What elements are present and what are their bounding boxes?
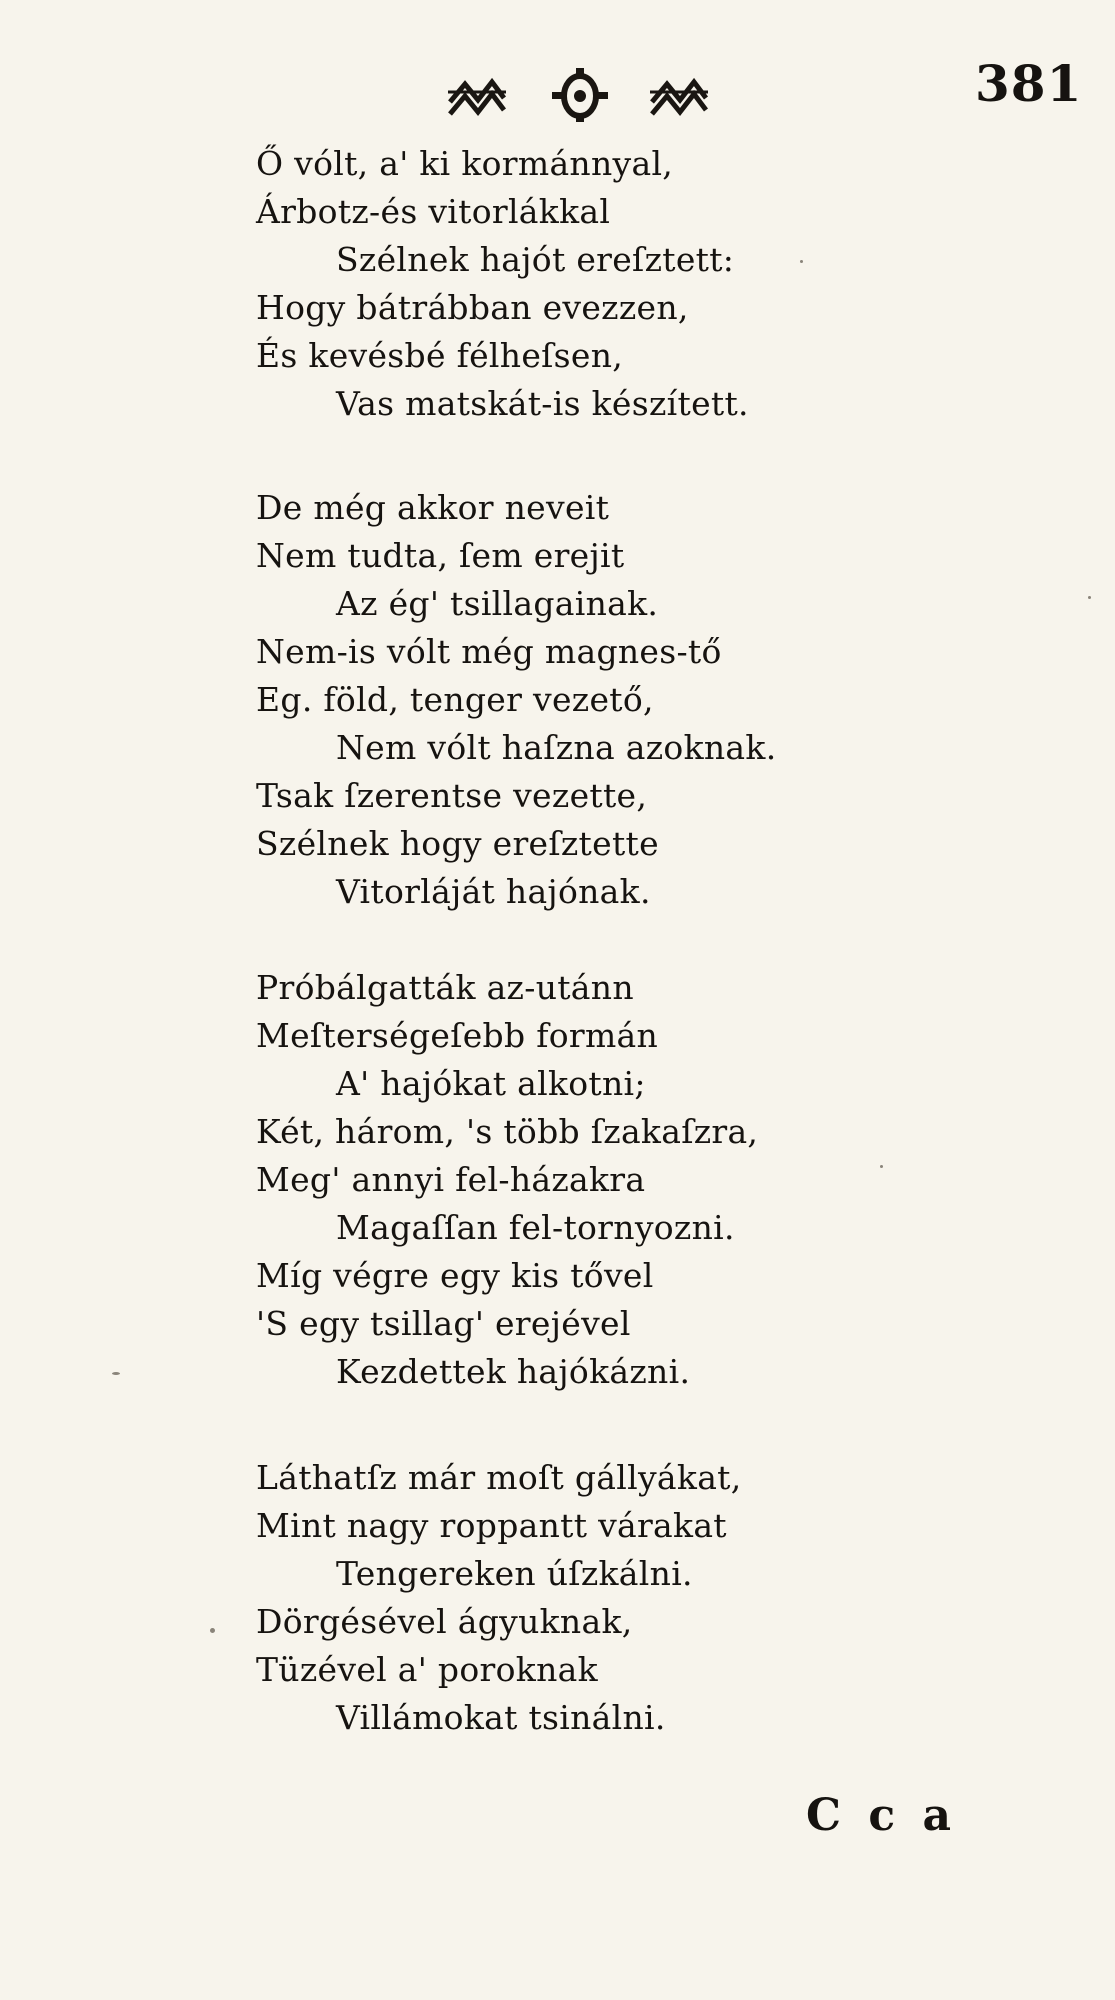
- poem-line: Szélnek hogy ereſztette: [256, 824, 659, 863]
- poem-line: Szélnek hajót ereſztett:: [336, 240, 735, 279]
- poem-line: Dörgésével ágyuknak,: [256, 1602, 633, 1641]
- poem-line: Ő vólt, a' ki kormánnyal,: [256, 144, 674, 183]
- signature-mark: C c a: [806, 1790, 957, 1841]
- poem-line: Tüzével a' poroknak: [256, 1650, 598, 1689]
- paper-speck: [210, 1628, 215, 1633]
- poem-line: Vitorláját hajónak.: [336, 872, 651, 911]
- poem-line: Meg' annyi fel-házakra: [256, 1160, 646, 1199]
- poem-line: Az ég' tsillagainak.: [336, 584, 659, 623]
- poem-line: Hogy bátrábban evezzen,: [256, 288, 689, 327]
- poem-line: Meſterségeſebb formán: [256, 1016, 659, 1055]
- paper-speck: [112, 1372, 120, 1375]
- poem-line: Míg végre egy kis tővel: [256, 1256, 654, 1295]
- poem-line: Tsak ſzerentse vezette,: [256, 776, 648, 815]
- poem-line: Árbotz-és vitorlákkal: [256, 192, 611, 231]
- poem-line: Vas matskát-is készített.: [336, 384, 749, 423]
- poem-line: Nem tudta, ſem erejit: [256, 536, 625, 575]
- poem-line: Mint nagy roppantt várakat: [256, 1506, 727, 1545]
- poem-line: A' hajókat alkotni;: [336, 1064, 646, 1103]
- poem-line: Nem-is vólt még magnes-tő: [256, 632, 722, 671]
- header-ornament: [440, 62, 720, 122]
- paper-speck: [880, 1165, 883, 1168]
- poem-line: Villámokat tsinálni.: [336, 1698, 666, 1737]
- poem-line: 'S egy tsillag' erejével: [256, 1304, 631, 1343]
- poem-line: Kezdettek hajókázni.: [336, 1352, 691, 1391]
- poem-line: Két, három, 's több ſzakaſzra,: [256, 1112, 759, 1151]
- poem-line: És kevésbé félheſsen,: [256, 336, 624, 375]
- poem-line: Eg. föld, tenger vezető,: [256, 680, 654, 719]
- poem-line: De még akkor neveit: [256, 488, 610, 527]
- right-zigzag-ornament-icon: [650, 82, 708, 114]
- page-number: 381: [975, 54, 1083, 113]
- poem-line: Tengereken úſzkálni.: [336, 1554, 693, 1593]
- poem-line: Láthatſz már moſt gállyákat,: [256, 1458, 742, 1497]
- poem-line: Próbálgatták az-utánn: [256, 968, 634, 1007]
- paper-speck: [1088, 596, 1091, 599]
- paper-speck: [800, 260, 803, 263]
- center-floral-ornament-icon: [552, 68, 608, 122]
- poem-line: Magaſſan fel-tornyozni.: [336, 1208, 735, 1247]
- poem-line: Nem vólt haſzna azoknak.: [336, 728, 777, 767]
- left-zigzag-ornament-icon: [448, 82, 506, 114]
